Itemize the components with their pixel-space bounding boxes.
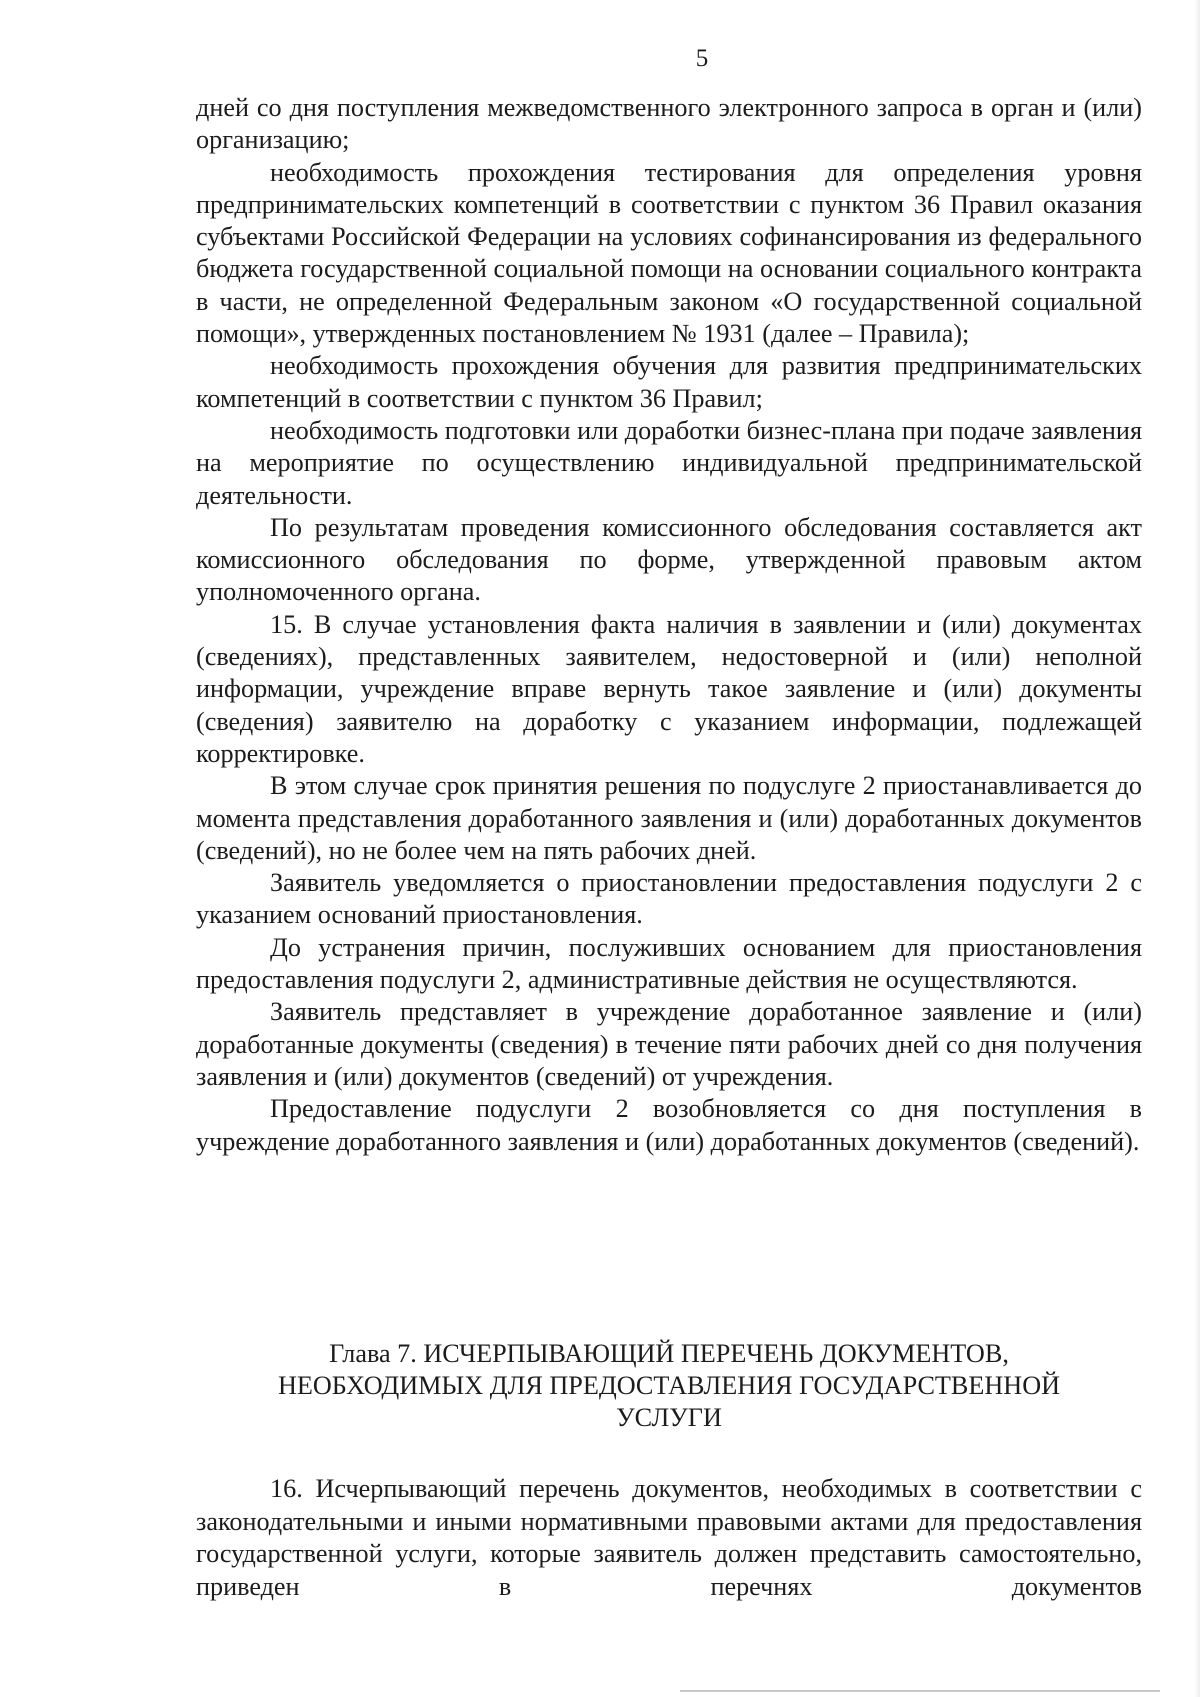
paragraph: 16. Исчерпывающий перечень документов, необходимых в соответствии с законодательными и иными нормативными правовыми актами для предоставления государственной услуги, которые заявитель должен представить самостоятельно, приведен в перечнях документов — [196, 1474, 1142, 1601]
chapter-heading-line: УСЛУГИ — [616, 1403, 722, 1432]
chapter-heading — [196, 1338, 1142, 1434]
paragraph: Заявитель представляет в учреждение доработанное заявление и (или) доработанные документы (сведения) в течение пяти рабочих дней со дня получения заявления и (или) документов (сведений) от учреждения. — [196, 997, 1142, 1091]
chapter-body — [196, 1473, 1142, 1603]
paragraph: До устранения причин, послуживших основанием для приостановления предоставления подуслуги 2, административные действия не осуществляются. — [196, 932, 1142, 995]
paragraph: По результатам проведения комиссионного обследования составляется акт комиссионного обследования по форме, утвержденной правовым актом уполномоченного органа. — [196, 512, 1142, 607]
paragraph: необходимость подготовки или доработки бизнес-плана при подаче заявления на мероприятие по осуществлению индивидуальной предпринимательской деятельности. — [196, 415, 1142, 510]
scan-edge — [1194, 0, 1200, 1697]
scan-bottom-line — [680, 1690, 1160, 1692]
paragraph: необходимость прохождения обучения для развития предпринимательских компетенций в соответствии с пунктом 36 Правил; — [196, 351, 1142, 413]
paragraph: Предоставление подуслуги 2 возобновляется со дня поступления в учреждение доработанного заявления и (или) доработанных документов (сведений). — [196, 1094, 1142, 1156]
paragraph: необходимость прохождения тестирования для определения уровня предпринимательских компетенций в соответствии с пунктом 36 Правил оказания субъектами Российской Федерации на условиях софинансирования из федерального бюджета государственной социальной помощи на основании социального контракта в части, не определенной Федеральным законом «О государственной социальной помощи», утвержденных постановлением № 1931 (далее – Правила); — [196, 157, 1142, 349]
chapter-heading-line: Глава 7. ИСЧЕРПЫВАЮЩИЙ ПЕРЕЧЕНЬ ДОКУМЕНТОВ, — [329, 1339, 1009, 1368]
paragraph: 15. В случае установления факта наличия в заявлении и (или) документах (сведениях), представленных заявителем, недостоверной и (или) неполной информации, учреждение вправе вернуть такое заявление и (или) документы (сведения) заявителю на доработку с указанием информации, подлежащей корректировке. — [196, 609, 1142, 768]
page-number: 5 — [695, 45, 709, 72]
paragraph: Заявитель уведомляется о приостановлении предоставления подуслуги 2 с указанием оснований приостановления. — [196, 868, 1142, 930]
paragraph: дней со дня поступления межведомственного электронного запроса в орган и (или) организацию; — [196, 93, 1142, 155]
chapter-heading-line: НЕОБХОДИМЫХ ДЛЯ ПРЕДОСТАВЛЕНИЯ ГОСУДАРСТВЕННОЙ — [277, 1371, 1061, 1400]
paragraph: В этом случае срок принятия решения по подуслуге 2 приостанавливается до момента представления доработанного заявления и (или) доработанных документов (сведений), но не более чем на пять рабочих дней. — [196, 771, 1142, 865]
body-text — [196, 92, 1142, 1158]
